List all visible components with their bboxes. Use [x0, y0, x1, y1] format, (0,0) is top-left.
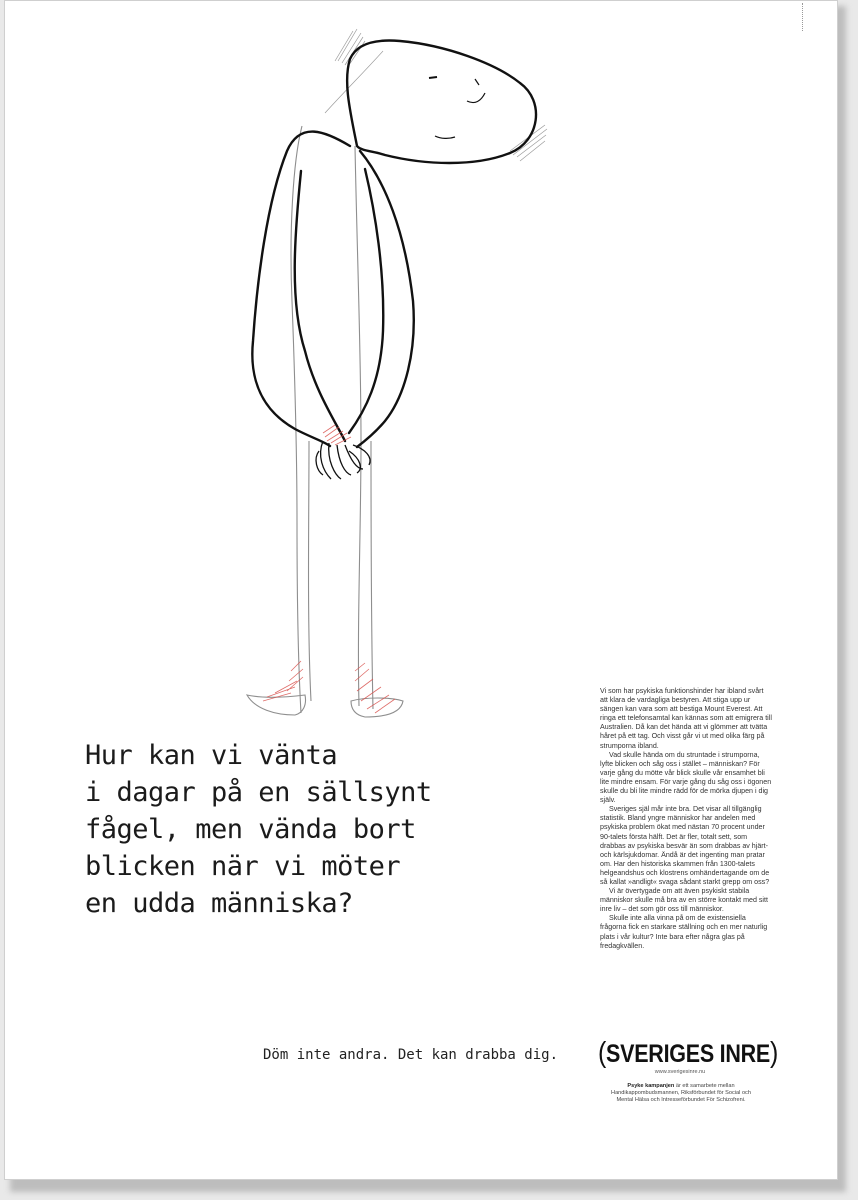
headline-line: blicken när vi möter: [85, 851, 401, 882]
figure-illustration: [5, 1, 839, 741]
partners-note: [607, 1083, 755, 1105]
logo-open-paren: (: [598, 1037, 607, 1069]
body-paragraph: Vi som har psykiska funktionshinder har ibland svårt att klara de vardagliga bestyren. Att stiga upp ur sängen kan vara som att bestiga Mount Everest. Att ringa ett telefonsamtal kan kännas som att emigrera till Australien. Då kan det hända att vi glömmer att tvätta håret på ett tag. Och visst går vi ut med olika färg på strumporna ibland.: [600, 687, 772, 750]
logo-text: SVERIGES INRE: [606, 1040, 770, 1068]
headline-line: fågel, men vända bort: [85, 814, 416, 845]
body-paragraph: Vad skulle hända om du struntade i strumporna, lyfte blicken och såg oss i stället – människan? För varje gång du mötte vår blick skulle vår ensamhet bli lite mindre ensam. För varje gång du såg oss i ögonen skulle du bli lite mindre rädd för de mörka djupen i dig själv.: [600, 750, 772, 805]
headline-line: Hur kan vi vänta: [85, 740, 338, 771]
headline: [85, 737, 515, 922]
campaign-name: Psyke kampanjen: [627, 1083, 675, 1089]
pencil-outline: [247, 126, 403, 717]
partners-text: är ett samarbete mellan Handikappombudsmannen, Riksförbundet för Social och Mental Hälsa och Intresseförbundet För Schizofreni.: [611, 1083, 751, 1104]
sveriges-inre-logo: [598, 1037, 778, 1070]
poster: [4, 0, 838, 1180]
website-link[interactable]: www.sverigesinre.nu: [654, 1069, 706, 1075]
body-paragraph: Vi är övertygade om att även psykiskt stabila människor skulle må bra av en större kontakt med sitt inre liv – det som gör oss till människor.: [600, 887, 768, 914]
face: [429, 77, 485, 138]
slogan: Döm inte andra. Det kan drabba dig.: [263, 1047, 559, 1063]
body-paragraph: Sveriges själ mår inte bra. Det visar all tillgänglig statistik. Bland yngre människor har andelen med psykiska problem ökat med nästan 70 procent under 90-talets första hälft. Det är fler, totalt sett, som drabbas av psykiska besvär än som drabbas av hjärt- och kärlsjukdomar. Ändå är det ingenting man pratar om. Har den historiska skammen från 1300-talets helgeandshus och klostrens omhändertagande om de så kallat »andligt« svaga sådant starkt grepp om oss?: [600, 805, 770, 886]
body-copy: [600, 687, 772, 951]
red-crayon: [263, 425, 395, 713]
logo-close-paren: ): [769, 1037, 779, 1069]
headline-line: en udda människa?: [85, 888, 353, 919]
headline-line: i dagar på en sällsynt: [85, 777, 432, 808]
hands: [316, 441, 370, 479]
body-paragraph: Skulle inte alla vinna på om de existensiella frågorna fick en starkare ställning och en mer naturlig plats i vår kultur? Inte bara efter några glas på fredagkvällen.: [600, 914, 768, 950]
